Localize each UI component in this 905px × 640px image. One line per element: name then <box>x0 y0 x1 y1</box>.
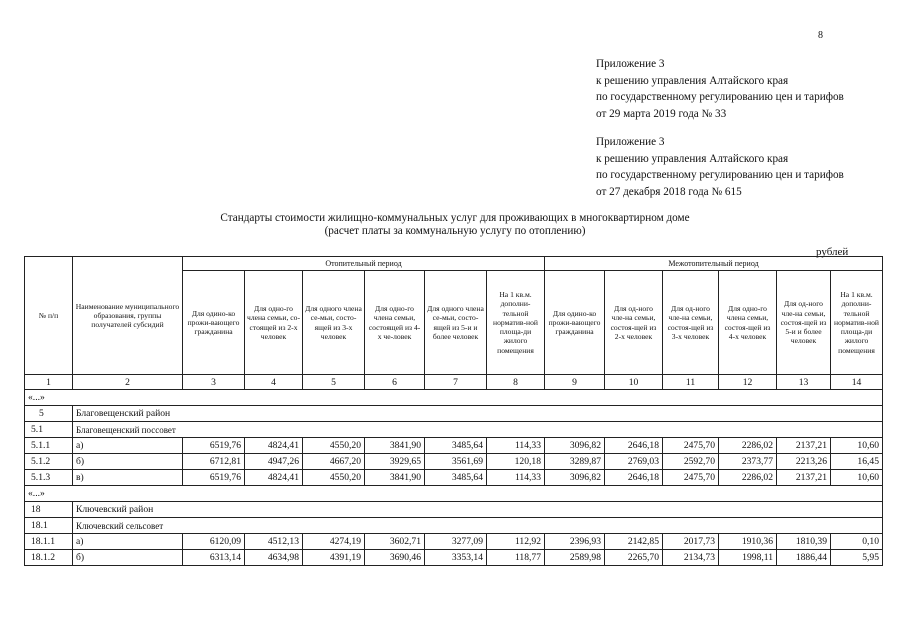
cell: 120,18 <box>487 454 545 470</box>
column-number: 14 <box>831 375 883 390</box>
cell: 112,92 <box>487 534 545 550</box>
header-row-number: № п/п <box>25 257 73 375</box>
cell: 4512,13 <box>245 534 303 550</box>
header-non-heating-col: Для од-ного чле-на семьи, состоя-щей из 3-х человек <box>663 271 719 375</box>
appendix-line: Приложение 3 <box>596 58 665 70</box>
table-row <box>25 454 883 470</box>
cell: 2475,70 <box>663 470 719 486</box>
section-code: 18 <box>25 502 73 518</box>
cell: 114,33 <box>487 438 545 454</box>
appendix-line: от 27 декабря 2018 года № 615 <box>596 185 742 198</box>
column-number: 7 <box>425 375 487 390</box>
cell: 4274,19 <box>303 534 365 550</box>
section-name: Ключевский район <box>73 502 883 518</box>
cell: 1886,44 <box>777 550 831 566</box>
currency-label: рублей <box>816 246 849 258</box>
cell: 4947,26 <box>245 454 303 470</box>
header-non-heating-col: Для од-ного чле-на семьи, состоя-щей из 2-х человек <box>605 271 663 375</box>
cell: 3690,46 <box>365 550 425 566</box>
subsection-code: 18.1 <box>25 518 73 534</box>
cell: 114,33 <box>487 470 545 486</box>
section-code: 5 <box>25 406 73 422</box>
row-label: а) <box>73 438 183 454</box>
appendix-previous <box>596 134 844 200</box>
cell: 2213,26 <box>777 454 831 470</box>
cell: 3277,09 <box>425 534 487 550</box>
cell: 3602,71 <box>365 534 425 550</box>
cell: 3096,82 <box>545 470 605 486</box>
subsection-code: 5.1 <box>25 422 73 438</box>
column-number: 12 <box>719 375 777 390</box>
cell: 3841,90 <box>365 470 425 486</box>
header-heating-col: На 1 кв.м. дополни-тельной норматив-ной площа-ди жилого помещения <box>487 271 545 375</box>
cell: 3929,65 <box>365 454 425 470</box>
cell: 2286,02 <box>719 438 777 454</box>
row-code: 5.1.1 <box>25 438 73 454</box>
cell: 4667,20 <box>303 454 365 470</box>
cell: 5,95 <box>831 550 883 566</box>
column-number: 9 <box>545 375 605 390</box>
header-non-heating-period: Межотопительный период <box>545 257 883 271</box>
cell: 3841,90 <box>365 438 425 454</box>
cell: 2475,70 <box>663 438 719 454</box>
cell: 4824,41 <box>245 438 303 454</box>
table-row <box>25 534 883 550</box>
appendix-line: от 29 марта 2019 года № 33 <box>596 107 727 120</box>
appendix-line: к решению управления Алтайского края <box>596 152 789 165</box>
row-label: в) <box>73 470 183 486</box>
header-non-heating-col: На 1 кв.м. дополни-тельной норматив-ной площа-ди жилого помещения <box>831 271 883 375</box>
cell: 10,60 <box>831 470 883 486</box>
cell: 2396,93 <box>545 534 605 550</box>
cell: 118,77 <box>487 550 545 566</box>
cell: 16,45 <box>831 454 883 470</box>
cell: 2142,85 <box>605 534 663 550</box>
column-number: 4 <box>245 375 303 390</box>
cell: 6313,14 <box>183 550 245 566</box>
cell: 2137,21 <box>777 438 831 454</box>
ellipsis-row: «...» <box>25 486 883 502</box>
cell: 3289,87 <box>545 454 605 470</box>
column-number: 1 <box>25 375 73 390</box>
cell: 2137,21 <box>777 470 831 486</box>
header-heating-col: Для одно-го члена семьи, со-стоящей из 2-х человек <box>245 271 303 375</box>
header-heating-col: Для одно-го члена семьи, состоящей из 4-х че-ловек <box>365 271 425 375</box>
cell: 2373,77 <box>719 454 777 470</box>
row-label: б) <box>73 454 183 470</box>
cell: 1910,36 <box>719 534 777 550</box>
cell: 2265,70 <box>605 550 663 566</box>
header-heating-col: Для одного члена се-мьи, состо-ящей из 3-х человек <box>303 271 365 375</box>
cell: 6712,81 <box>183 454 245 470</box>
cell: 4550,20 <box>303 438 365 454</box>
header-heating-col: Для одного члена се-мьи, состо-ящей из 5-и и более человек <box>425 271 487 375</box>
column-number: 13 <box>777 375 831 390</box>
cell: 3485,64 <box>425 438 487 454</box>
cell: 3096,82 <box>545 438 605 454</box>
header-non-heating-col: Для одино-ко прожи-вающего гражданина <box>545 271 605 375</box>
column-number: 3 <box>183 375 245 390</box>
cell: 2286,02 <box>719 470 777 486</box>
column-number: 8 <box>487 375 545 390</box>
cell: 10,60 <box>831 438 883 454</box>
column-number: 5 <box>303 375 365 390</box>
row-code: 18.1.2 <box>25 550 73 566</box>
cell: 2769,03 <box>605 454 663 470</box>
header-heating-col: Для одино-ко прожи-вающего гражданина <box>183 271 245 375</box>
cell: 6120,09 <box>183 534 245 550</box>
cell: 2646,18 <box>605 470 663 486</box>
subsection-name: Благовещенский поссовет <box>73 422 883 438</box>
column-number: 6 <box>365 375 425 390</box>
column-number: 10 <box>605 375 663 390</box>
cell: 3353,14 <box>425 550 487 566</box>
cell: 2134,73 <box>663 550 719 566</box>
cell: 6519,76 <box>183 438 245 454</box>
table-row <box>25 470 883 486</box>
row-label: а) <box>73 534 183 550</box>
table-row <box>25 438 883 454</box>
cell: 2646,18 <box>605 438 663 454</box>
header-non-heating-col: Для одно-го члена семьи, состоя-щей из 4-х человек <box>719 271 777 375</box>
cell: 4824,41 <box>245 470 303 486</box>
row-code: 18.1.1 <box>25 534 73 550</box>
subsection-name: Ключевский сельсовет <box>73 518 883 534</box>
row-code: 5.1.3 <box>25 470 73 486</box>
appendix-line: Приложение 3 <box>596 136 665 148</box>
cell: 0,10 <box>831 534 883 550</box>
cell: 4391,19 <box>303 550 365 566</box>
cell: 1810,39 <box>777 534 831 550</box>
cell: 2589,98 <box>545 550 605 566</box>
appendix-line: к решению управления Алтайского края <box>596 74 789 87</box>
cell: 2017,73 <box>663 534 719 550</box>
tariff-table <box>24 256 883 566</box>
row-label: б) <box>73 550 183 566</box>
appendix-current <box>596 56 844 122</box>
cell: 4634,98 <box>245 550 303 566</box>
document-title <box>160 212 750 238</box>
section-name: Благовещенский район <box>73 406 883 422</box>
row-code: 5.1.2 <box>25 454 73 470</box>
title-line: Стандарты стоимости жилищно-коммунальных услуг для проживающих в многоквартирном доме <box>220 212 690 224</box>
header-non-heating-col: Для од-ного чле-на семьи, состоя-щей из 5-и и более человек <box>777 271 831 375</box>
appendix-line: по государственному регулированию цен и тарифов <box>596 169 844 181</box>
table-row <box>25 550 883 566</box>
cell: 2592,70 <box>663 454 719 470</box>
page-number: 8 <box>818 30 823 41</box>
cell: 3561,69 <box>425 454 487 470</box>
appendix-line: по государственному регулированию цен и тарифов <box>596 91 844 103</box>
cell: 4550,20 <box>303 470 365 486</box>
cell: 3485,64 <box>425 470 487 486</box>
cell: 1998,11 <box>719 550 777 566</box>
cell: 6519,76 <box>183 470 245 486</box>
column-number: 11 <box>663 375 719 390</box>
header-name: Наименование муниципального образования, группы получателей субсидий <box>73 257 183 375</box>
ellipsis-row: «...» <box>25 390 883 406</box>
column-number: 2 <box>73 375 183 390</box>
header-heating-period: Отопительный период <box>183 257 545 271</box>
subtitle-line: (расчет платы за коммунальную услугу по отоплению) <box>324 225 586 237</box>
